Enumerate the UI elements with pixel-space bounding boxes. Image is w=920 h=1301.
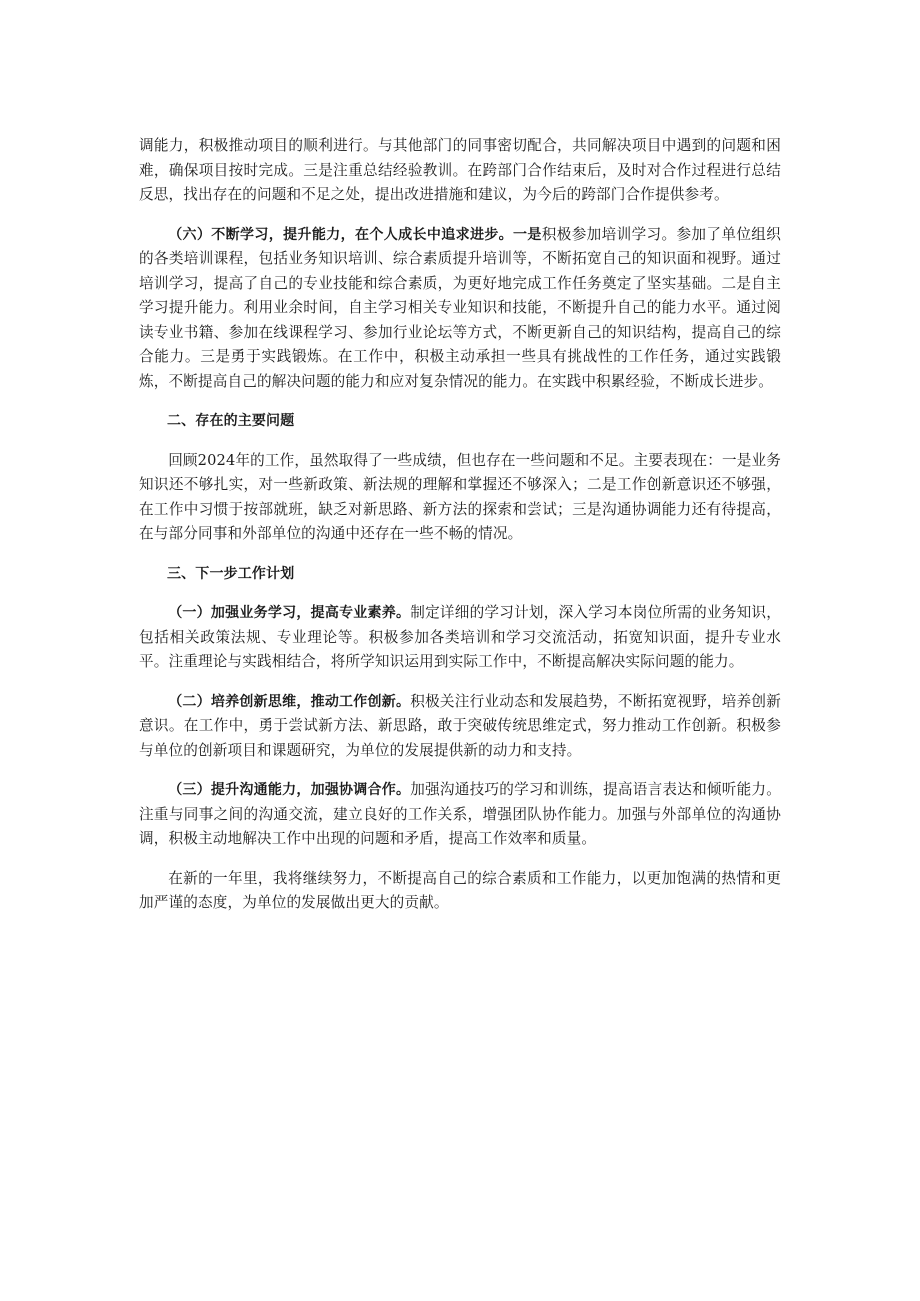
paragraph-plan-two bbox=[139, 690, 781, 764]
section-lead-six: （六）不断学习，提升能力，在个人成长中追求进步。一是 bbox=[168, 226, 542, 243]
document-body bbox=[139, 134, 781, 931]
section-lead-three: （三）提升沟通能力，加强协调合作。 bbox=[168, 782, 411, 798]
paragraph-text: 加强沟通技巧的学习和训练，提高语言表达和倾听能力。注重与同事之间的沟通交流，建立良好的工作关系，增强团队协作能力。加强与外部单位的沟通协调，积极主动地解决工作中出现的问题和矛盾，提高工作效率和质量。 bbox=[139, 781, 781, 847]
paragraph-problems bbox=[139, 449, 781, 547]
heading-main-problems: 二、存在的主要问题 bbox=[167, 413, 295, 429]
paragraph-text: 积极参加培训学习。参加了单位组织的各类培训课程，包括业务知识培训、综合素质提升培训等，不断拓宽自己的知识面和视野。通过培训学习，提高了自己的专业技能和综合素质，为更好地完成工作任务奠定了坚实基础。二是自主学习提升能力。利用业余时间，自主学习相关专业知识和技能，不断提升自己的能力水平。通过阅读专业书籍、参加在线课程学习、参加行业论坛等方式，不断更新自己的知识结构，提高自己的综合能力。三是勇于实践锻炼。在工作中，积极主动承担一些具有挑战性的工作任务，通过实践锻炼，不断提高自己的解决问题的能力和应对复杂情况的能力。在实践中积累经验，不断成长进步。 bbox=[139, 225, 781, 390]
heading-next-plan: 三、下一步工作计划 bbox=[167, 565, 295, 582]
paragraph-text: 积极关注行业动态和发展趋势，不断拓宽视野，培养创新意识。在工作中，勇于尝试新方法、新思路，敢于突破传统思维定式，努力推动工作创新。积极参与单位的创新项目和课题研究，为单位的发展提供新的动力和支持。 bbox=[139, 692, 781, 759]
paragraph-text: 制定详细的学习计划，深入学习本岗位所需的业务知识，包括相关政策法规、专业理论等。积极参加各类培训和学习交流活动，拓宽知识面，提升专业水平。注重理论与实践相结合，将所学知识运用到实际工作中，不断提高解决实际问题的能力。 bbox=[139, 604, 781, 670]
paragraph-text: 回顾2024年的工作，虽然取得了一些成绩，但也存在一些问题和不足。主要表现在：一是业务知识还不够扎实，对一些新政策、新法规的理解和掌握还不够深入；二是工作创新意识还不够强，在工作中习惯于按部就班，缺乏对新思路、新方法的探索和尝试；三是沟通协调能力还有待提高，在与部分同事和外部单位的沟通中还存在一些不畅的情况。 bbox=[139, 451, 781, 542]
paragraph-cross-department bbox=[139, 134, 781, 208]
section-lead-one: （一）加强业务学习，提高专业素养。 bbox=[168, 605, 411, 621]
section-lead-two: （二）培养创新思维，推动工作创新。 bbox=[168, 693, 411, 710]
paragraph-text: 调能力，积极推动项目的顺利进行。与其他部门的同事密切配合，共同解决项目中遇到的问题和困难，确保项目按时完成。三是注重总结经验教训。在跨部门合作结束后，及时对合作过程进行总结反思，找出存在的问题和不足之处，提出改进措施和建议，为今后的跨部门合作提供参考。 bbox=[139, 137, 781, 203]
paragraph-closing bbox=[139, 867, 781, 916]
paragraph-text: 在新的一年里，我将继续努力，不断提高自己的综合素质和工作能力，以更加饱满的热情和更加严谨的态度，为单位的发展做出更大的贡献。 bbox=[139, 869, 781, 911]
paragraph-plan-one bbox=[139, 601, 781, 675]
paragraph-learning bbox=[139, 223, 781, 395]
paragraph-plan-three bbox=[139, 778, 781, 852]
